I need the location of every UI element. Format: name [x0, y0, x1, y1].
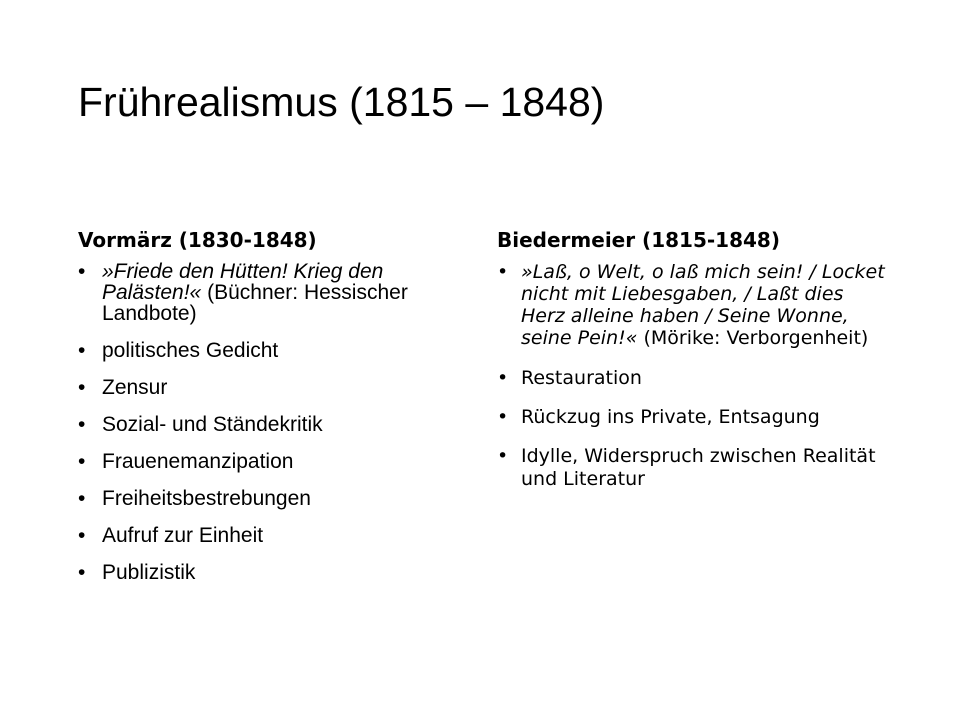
- list-item: • Freiheitsbestrebungen: [78, 488, 468, 509]
- list-item: • Idylle, Widerspruch zwischen Realität und Literatur: [497, 445, 887, 491]
- buechner-quote: »Friede den Hütten! Krieg den Palästen!«: [102, 260, 384, 304]
- list-item: • Sozial- und Ständekritik: [78, 414, 468, 435]
- list-item-quote: [78, 261, 468, 324]
- list-item: • Rückzug ins Private, Entsagung: [497, 406, 887, 429]
- list-item: • Restauration: [497, 367, 887, 390]
- list-item-quote: [497, 261, 887, 349]
- biedermeier-heading: Biedermeier (1815-1848): [497, 228, 780, 252]
- vormaerz-list: [78, 261, 468, 583]
- list-item: • Frauenemanzipation: [78, 451, 468, 472]
- biedermeier-list: [497, 261, 887, 491]
- biedermeier-column: [497, 225, 887, 507]
- list-item: • Publizistik: [78, 562, 468, 583]
- quote-source: (Büchner: Hessischer Landbote): [102, 281, 408, 325]
- vormaerz-column: [78, 225, 468, 599]
- moerike-quote: »Laß, o Welt, o laß mich sein! / Locket nicht mit Liebesgaben, / Laßt dies Herz alleine haben / Seine Wonne, seine Pein!«: [521, 261, 885, 349]
- slide-title: Frührealismus (1815 – 1848): [78, 79, 605, 125]
- list-item: • politisches Gedicht: [78, 340, 468, 361]
- quote-source: (Mörike: Verborgenheit): [637, 327, 869, 349]
- list-item: • Zensur: [78, 377, 468, 398]
- vormaerz-heading: Vormärz (1830-1848): [78, 228, 317, 252]
- list-item: • Aufruf zur Einheit: [78, 525, 468, 546]
